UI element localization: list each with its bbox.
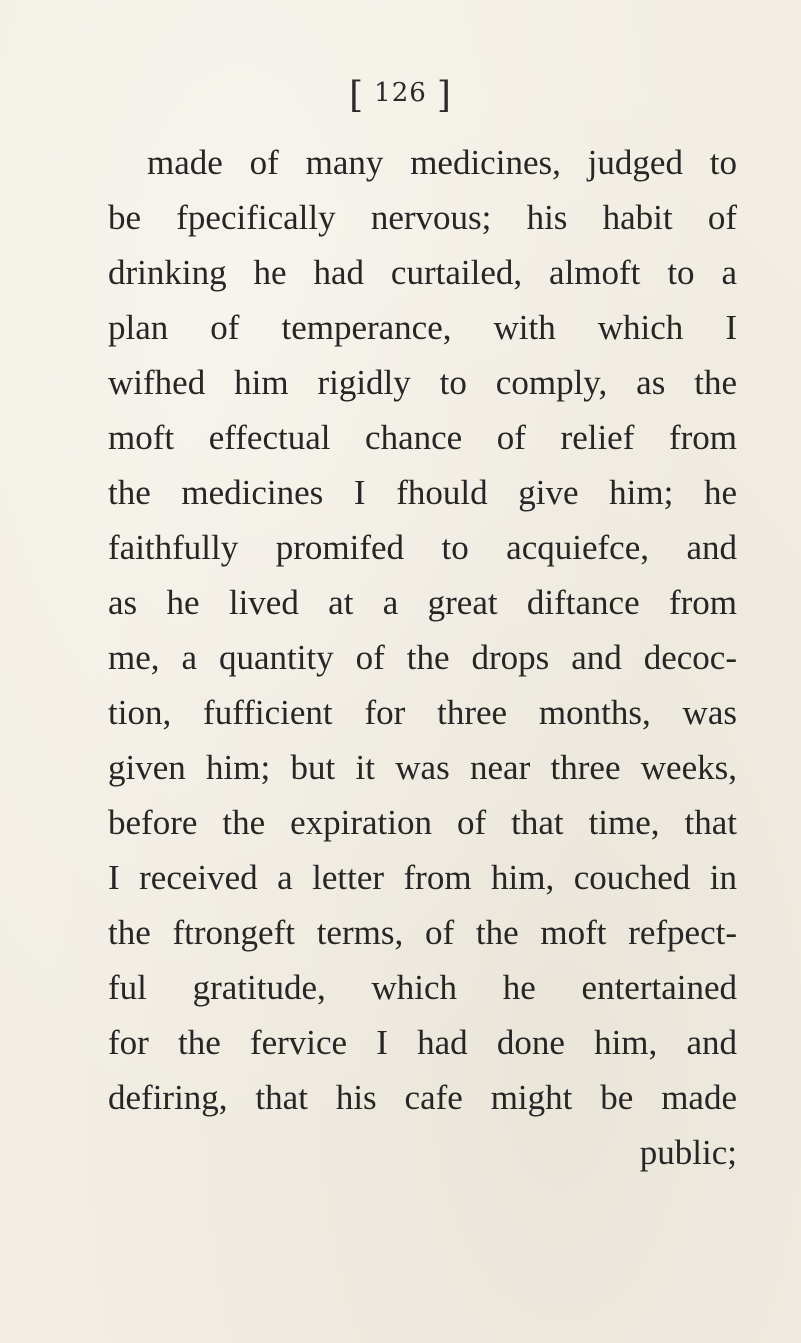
- text-line: given him; but it was near three weeks,: [108, 748, 737, 787]
- text-line: before the expiration of that time, that: [108, 803, 737, 842]
- text-line-catchword: public;: [639, 1133, 737, 1172]
- text-line: for the fervice I had done him, and: [108, 1023, 737, 1062]
- text-line: tion, fufficient for three months, was: [108, 693, 737, 732]
- text-line: drinking he had curtailed, almoft to a: [108, 253, 737, 292]
- text-line: I received a letter from him, couched in: [108, 858, 737, 897]
- header-bracket-open: [: [349, 75, 365, 116]
- text-line: moft effectual chance of relief from: [108, 418, 737, 457]
- text-line: plan of temperance, with which I: [108, 308, 737, 347]
- text-line: the medicines I fhould give him; he: [108, 473, 737, 512]
- text-line: the ftrongeft terms, of the moft refpect-: [108, 913, 737, 952]
- text-line: ful gratitude, which he entertained: [108, 968, 737, 1007]
- text-line: faithfully promifed to acquiefce, and: [108, 528, 737, 567]
- text-line: wifhed him rigidly to comply, as the: [108, 363, 737, 402]
- text-line: defiring, that his cafe might be made: [108, 1078, 737, 1117]
- text-line: be fpecifically nervous; his habit of: [108, 198, 737, 237]
- page-header: [0, 75, 801, 116]
- page-number: 126: [374, 78, 427, 108]
- text-line: me, a quantity of the drops and decoc-: [108, 638, 737, 677]
- header-bracket-close: ]: [436, 75, 452, 116]
- text-line: made of many medicines, judged to: [147, 143, 737, 182]
- text-line: as he lived at a great diftance from: [108, 583, 737, 622]
